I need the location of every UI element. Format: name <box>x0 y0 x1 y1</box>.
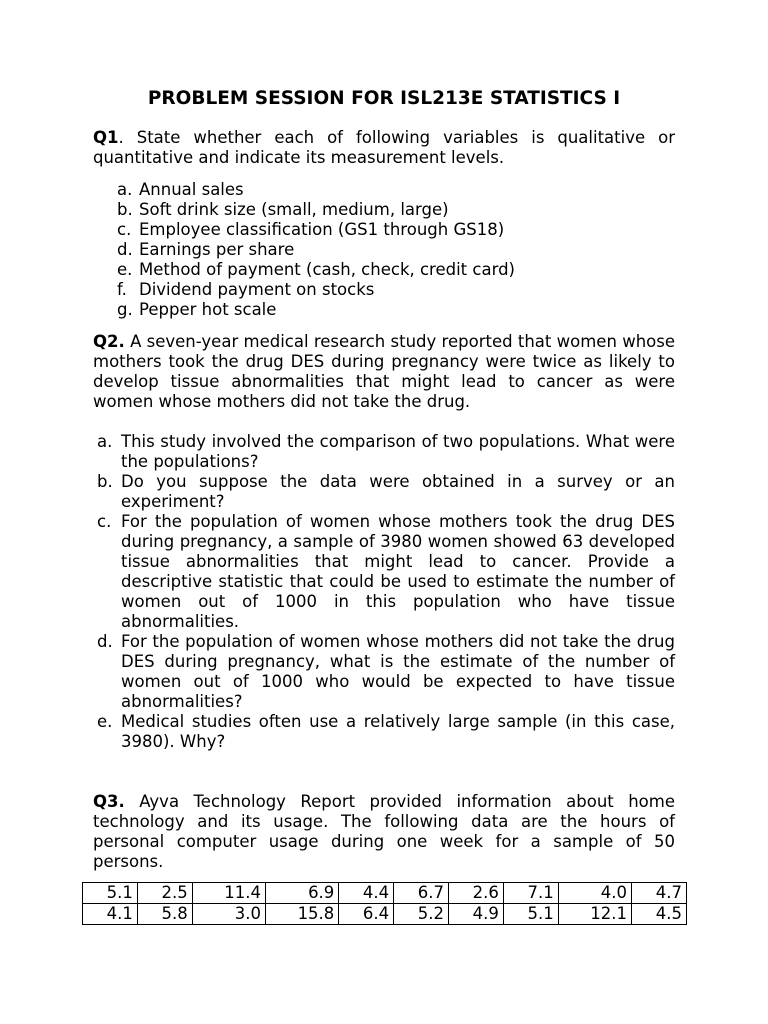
table-cell: 11.4 <box>192 883 265 904</box>
q3-text: Ayva Technology Report provided information about home technology and its usage. The following data are the hours of personal computer usage during one week for a sample of 50 persons. <box>93 792 675 871</box>
table-cell: 5.1 <box>83 883 138 904</box>
list-marker: b. <box>97 472 113 491</box>
list-item-text: Medical studies often use a relatively large sample (in this case, 3980). Why? <box>121 712 675 751</box>
table-cell: 4.9 <box>449 904 504 925</box>
table-cell: 4.0 <box>558 883 631 904</box>
list-item-text: Annual sales <box>139 180 244 199</box>
q2-list <box>97 432 675 752</box>
list-marker: g. <box>117 300 133 319</box>
table-cell: 2.6 <box>449 883 504 904</box>
table-cell: 4.1 <box>83 904 138 925</box>
document-title: PROBLEM SESSION FOR ISL213E STATISTICS I <box>147 88 621 109</box>
list-marker: d. <box>117 240 133 259</box>
list-marker: d. <box>97 632 113 651</box>
q3-label: Q3. <box>93 792 125 811</box>
table-cell: 6.7 <box>394 883 449 904</box>
list-marker: c. <box>97 512 112 531</box>
document-page <box>93 87 675 872</box>
table-cell: 4.4 <box>339 883 394 904</box>
table-cell: 4.5 <box>632 904 687 925</box>
q2-text: A seven-year medical research study reported that women whose mothers took the drug DES during pregnancy were twice as likely to develop tissue abnormalities that might lead to cancer as were women whose mothers did not take the drug. <box>93 332 675 411</box>
table-cell: 6.4 <box>339 904 394 925</box>
table-cell: 6.9 <box>266 883 339 904</box>
list-item-text: Method of payment (cash, check, credit card) <box>139 260 515 279</box>
q2-prompt <box>93 332 675 412</box>
list-item <box>117 240 675 260</box>
list-marker: f. <box>117 280 127 299</box>
table-cell: 7.1 <box>503 883 558 904</box>
q1-prompt <box>93 128 675 168</box>
table-cell: 2.5 <box>137 883 192 904</box>
table-row <box>83 883 687 904</box>
list-item <box>97 512 675 632</box>
table-cell: 5.8 <box>137 904 192 925</box>
list-item-text: Dividend payment on stocks <box>139 280 375 299</box>
list-item <box>117 260 675 280</box>
list-item-text: Earnings per share <box>139 240 295 259</box>
list-marker: a. <box>97 432 113 451</box>
list-item-text: Soft drink size (small, medium, large) <box>139 200 449 219</box>
list-item <box>117 200 675 220</box>
table-cell: 3.0 <box>192 904 265 925</box>
usage-data-table <box>82 882 687 925</box>
list-marker: e. <box>117 260 133 279</box>
table-row <box>83 904 687 925</box>
list-item <box>97 632 675 712</box>
q1-text: . State whether each of following variables is qualitative or quantitative and indicate its measurement levels. <box>93 128 675 167</box>
list-item <box>97 472 675 512</box>
list-item <box>117 280 675 300</box>
list-item-text: Employee classification (GS1 through GS18) <box>139 220 505 239</box>
list-item-text: For the population of women whose mothers took the drug DES during pregnancy, a sample of 3980 women showed 63 developed tissue abnormalities that might lead to cancer. Provide a descriptive statistic that could be used to estimate the number of women out of 1000 in this population who have tissue abnormalities. <box>121 512 675 631</box>
list-marker: c. <box>117 220 132 239</box>
list-marker: e. <box>97 712 113 731</box>
list-marker: a. <box>117 180 133 199</box>
list-item-text: For the population of women whose mothers did not take the drug DES during pregnancy, what is the estimate of the number of women out of 1000 who would be expected to have tissue abnormalities? <box>121 632 675 711</box>
list-item <box>97 432 675 472</box>
q1-list <box>117 180 675 320</box>
list-item <box>117 220 675 240</box>
table-cell: 5.1 <box>503 904 558 925</box>
list-item <box>117 300 675 320</box>
q3-prompt <box>93 792 675 872</box>
list-item-text: Pepper hot scale <box>139 300 277 319</box>
list-item <box>117 180 675 200</box>
list-item-text: This study involved the comparison of two populations. What were the populations? <box>121 432 675 471</box>
list-item-text: Do you suppose the data were obtained in a survey or an experiment? <box>121 472 675 511</box>
table-cell: 4.7 <box>632 883 687 904</box>
q1-label: Q1 <box>93 128 119 147</box>
table-cell: 12.1 <box>558 904 631 925</box>
table-cell: 15.8 <box>266 904 339 925</box>
table-cell: 5.2 <box>394 904 449 925</box>
list-item <box>97 712 675 752</box>
q2-label: Q2. <box>93 332 125 351</box>
list-marker: b. <box>117 200 133 219</box>
